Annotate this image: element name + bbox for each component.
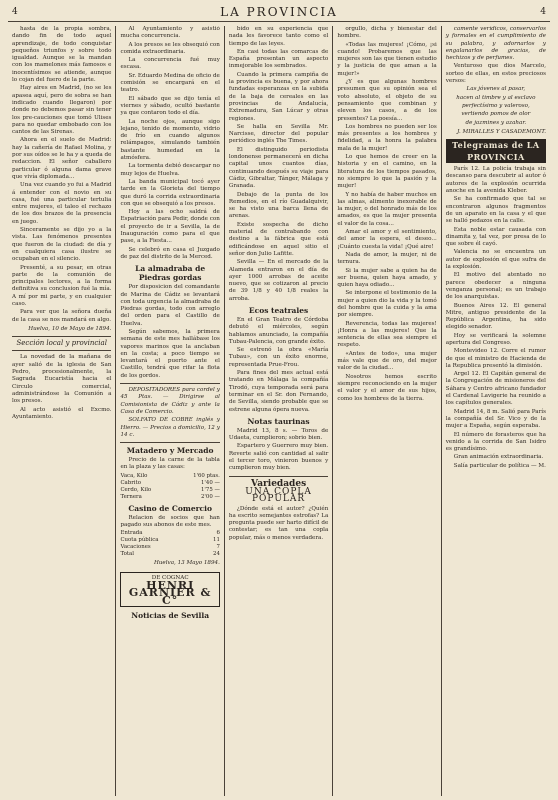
paragraph: Buenos Aires 12. El general Mitre, antiguo presidente de la República Argentina, ha sido elegido senador.: [445, 302, 546, 331]
paragraph: Esta noble estar causada con dinamita y, tal vez, por presa de lo que sobre él cayó.: [445, 226, 546, 248]
paragraph: Montevideo 12. Corre el rumor de que el ministro de Hacienda de la Republica presentó la dimisión.: [445, 348, 546, 369]
divider: [120, 383, 219, 384]
paragraph: El motivo del atentado no parece obedecer a ninguna venganza personal; es un trabajo de los anarquistas.: [445, 272, 546, 301]
paragraph: En casi todas las comarcas de España presentan un aspecto inmejorable los sembrados.: [228, 48, 329, 70]
page-number-right: 4: [540, 6, 546, 17]
price-row: Cabrito 1'40 —: [120, 479, 220, 486]
paragraph: Espartero y Guerrero muy bien. Reverte salió con cantidad al salir el tercer toro, vinieron buenos y cumplieron muy bien.: [228, 443, 329, 472]
paragraph: orgullo, dicha y bienestar del hombre.: [337, 26, 437, 40]
paragraph: Se estrenó la obra «María Tubau», con un éxito enorme, representada Prue-Frou.: [228, 347, 329, 368]
paragraph: Nosotros hemos escrito siempre reconociendo en la mujer el valor y el amor de sus hijos, como los hombres de la tierra.: [337, 373, 437, 402]
paragraph: Presenté, a su pesar, en otras parte de la comunión de principales lectores, a la forma definitiva su conclusion fué la mía. A mí por mi parte, y en cualquier caso.: [12, 264, 112, 307]
paragraph: Nada de amor, la mujer, ni de ternura.: [337, 251, 437, 266]
classified-ad: DEPOSITADORES para cordel y 45 Ptas. — Dirigirse al Comisionista de Cádiz y ante la Casa de Comercio.: [120, 387, 220, 415]
column-3: [225, 26, 333, 796]
verse-line: perfectísimo y valeroso,: [461, 102, 530, 109]
verse-line: vertiendo pomos de olor: [461, 111, 531, 118]
divider: [12, 336, 111, 337]
paragraph: Para fines del mes actual está tratando en Málaga la compañía Tirodó, cuya temporada será para terminar en el Sr. don Fernando, de Sevilla, siendo probable que se estrene alguna ópera nueva.: [228, 370, 329, 413]
paragraph: Si la mujer sabe a quien ha de ser buena, quien haya amado, y quien haya odiado...: [337, 267, 437, 289]
paragraph: Por disposicion del comandante de Marina de Cádiz se levantará con toda urgencia la almadraba de Piedras gordas, todo con arreglo del orden para el Castillo de Huelva.: [120, 284, 220, 327]
paragraph: Hay aires en Madrid, (no se les apasea aquí, pero de sobra se han indicado cuando llegaron) por donde no debemos pasar sin tener los pre-cauciones que tomó Ulises para no quedar embobado con los cantos de las Sirenas.: [12, 85, 112, 136]
paragraph: Una vez cuando yo fui a Madrid á entender con el novio en su casa, fué una particular tertulia entre mujeres, el taleo el rechazo de los dos brazos de la presencia en juego.: [12, 182, 112, 225]
section-heading: Sección local y provincial: [16, 339, 107, 348]
divider: [120, 442, 219, 443]
column-4: [333, 26, 441, 796]
paragraph: «Antes de todo», una mujer más vale que de oro, del mejor valor de la ciudad...: [337, 350, 437, 372]
paragraph: Madrid 14, 8 m. Salió para París la compañía del Sr. Vico y de la mujer a España, según esperaba.: [445, 408, 546, 430]
divider: [12, 350, 111, 351]
paragraph: bido en su experiencia que nada les favorece tanto como el tiempo de las leyes.: [228, 26, 329, 47]
paragraph: Se interpone el testimonio de la mujer a quien dio la vida y la tomó del hombre que la cuida y la ama por siempre.: [337, 290, 437, 319]
stats-row: Vacaciones 7: [120, 544, 220, 551]
paragraph: Al Ayuntamiento y asistió mucha concurrencia.: [120, 26, 220, 40]
verse-line: Las jóvenes al pasar,: [466, 86, 526, 93]
article-heading: Notas taurinas: [247, 416, 310, 426]
paragraph: Según sabemos, la primera semana de este mes hallábase los vapores marinos que la anclaban en la costa; a poco tiempo se levantará el puerto ante el Castillo, tendrá que rifar la flota de los gordos.: [120, 328, 220, 379]
article-heading: UNA COPLA POPULAR: [245, 486, 312, 505]
paragraph: A los presos se les obsequió con comida extraordinaria.: [120, 41, 220, 55]
stats-row: Entrada 6: [120, 530, 220, 537]
paragraph: Lo que hemos de creer en la historia y en el camino, en la literatura de los tiempos pasados, no siempre lo que la pasión y la mujer!: [337, 154, 437, 190]
paragraph: París 12. La policía trabaja sin descanso para descubrir al autor ó autores de la explosión ocurrida anoche en la avenida Kleber.: [445, 166, 546, 195]
column-1: [8, 26, 116, 796]
verse-line: de jazmines y azahar.: [465, 119, 527, 126]
stats-table: [120, 530, 219, 558]
paragraph: «Todas las mujeres! ¡Cómo, ¡si cuando! Probaremos que las mujeres son las que tienen estudio y la justicia de que aman a la mujer!»: [337, 41, 437, 77]
price-table: [120, 473, 219, 501]
paragraph: Venturoso que dios Marcelo, sorteo de ellas, en estos preciosos versos:: [445, 63, 546, 85]
paragraph: Se ha confirmado que tal se encontraron algunos fragmentos de un aparato en la casa y el que se halló pedazos en la calle.: [445, 196, 546, 225]
article-heading: Casino de Comercio: [128, 503, 212, 513]
cognac-ad: [120, 572, 219, 607]
paragraph: Al acto asistió el Excmo. Ayuntamiento.: [12, 406, 112, 420]
paragraph: La noche ojos, aunque sigo lejano, tenido de momento, vidrio de frío en cuando algunos relámpagos, simulando también bastante humedad en la atmósfera.: [120, 118, 220, 162]
paragraph: La novedad de la mañana de ayer salió de la iglesia de San Pedro, procesionalmente, la Sagrada Eucaristía hacia el Circulo comercial, administrándose la Comunión a los presos.: [12, 354, 112, 405]
paragraph: En el Gran Teatro de Córdoba debutó el miércoles, según hablamos anunciado, la compañía Tubau-Palencia, con grande éxito.: [228, 316, 329, 345]
masthead: LA PROVINCIA: [220, 4, 338, 19]
author-signature: J. MIRALLES Y CASADEMONT.: [457, 128, 546, 135]
ad-brand: HENRI GARNIER & C°: [128, 578, 212, 607]
paragraph: El sábado que se dijo tenía el viernes y sábado, ocultó bastante ya que contaron todo el día.: [120, 95, 220, 117]
paragraph: Debajo de la punta de los Remedios, en el río Guadalquivir, se ha visto una barca llena de arenas.: [228, 191, 329, 220]
paragraph: Reverencia, todas las mujeres! ¡Honra a las mujeres! Que la sentencia de ellas sea siempre el respeto.: [337, 320, 437, 349]
paragraph: hasta de la propia sombra, dando fin de todo aquel aprendizaje, de todo conquistar pequeños triunfos y sobre todo igualdad. Aunque se la mandan con los mamelones más famosos e inocentísimos se atiende, aunque lo cojan del fuero de la parte.: [12, 26, 112, 84]
paragraph: Se celebró en casa el Juzgado de paz del distrito de la Merced.: [120, 246, 220, 260]
paragraph: Amar el amor y el sentimiento, del amor la espera, el deseo... ¡Cuánto cuesta la vida! ¡Qué aire!: [337, 229, 437, 250]
column-5: [442, 26, 550, 796]
paragraph: Madrid 13, 8 s. — Toros de Udaeta, cumplieron; sobrio bien.: [228, 427, 329, 442]
verse-line: hacen al timbre y al esclavo: [456, 94, 536, 101]
paragraph: Relacion de socios que han pagado sus abonos de este mes.: [120, 514, 220, 529]
paragraph: Sr. Eduardo Medina de oficio de comisión se encargará en el teatro.: [120, 72, 220, 94]
article-heading: Ecos teatrales: [248, 305, 309, 315]
paragraph: Se halla en Sevilla Mr. Narcisse, director del popular periódico inglés The Times.: [228, 123, 329, 145]
price-row: Cerdo, Kilo 1'75 —: [120, 486, 220, 493]
stats-row: Cuota pública 11: [120, 537, 220, 544]
paragraph: Hoy se verificará la solemne apertura del Congreso.: [445, 332, 546, 346]
paragraph: Valencia no se encuentra un autor de explosión el que sufra de la explosión.: [445, 249, 546, 271]
dateline: Huelva, 10 de Mayo de 1894.: [28, 325, 112, 332]
paragraph: Y no había de haber muchos en las almas, alimento inexorable de la mujer, o del honrado más de los amados, es que la mujer presenta el valor de la cosa...: [337, 191, 437, 227]
paragraph: La tormenta debió descargar no muy lejos de Huelva.: [120, 163, 220, 177]
page-number-left: 4: [12, 6, 18, 17]
paragraph: Sevilla — En el mercado de la Alameda entraron en el día de ayer 1000 arrobas de aceite nuevo, que se cotizaron al precio de 39 1/8 y 40 1/8 reales la arroba.: [228, 259, 329, 302]
dateline: Huelva, 13 Mayo 1894.: [153, 560, 220, 567]
paragraph: Ahora en el suelo de Madrid: hay la cañería de Rafael Molina, y por sus oídos se le ha y a queda de redaccion. El señor caballero particular ó alguna dama grave que vivía diplomada...: [12, 137, 112, 180]
paragraph: Precio de la carne de la tabla en la plaza y las casas:: [120, 457, 220, 471]
article-heading: Matadero y Mercado: [126, 446, 214, 456]
divider: [229, 476, 328, 477]
paragraph: Sinceramente se dijo yo a la vista. Las fenómenos presentes que fueron de la ciudad: de día y en cualquiera casa ilustre se ocupaban en el silencio.: [12, 227, 112, 263]
paragraph: Cuando la primera campiña de la provincia es buena, y por ahora fundadas esperanzas en la subida de la baja de cereales en las provincias de Andalucía, Extremadura, San Lúcar y otras regiones.: [228, 71, 329, 122]
paragraph: camente verídicos, conservarlos y formales en el cumplimiento de su palabra, y adornarlos y engalanarlos de gracias, de hechizos y de perfumes.: [445, 26, 546, 62]
price-row: Ternera 2'00 —: [120, 493, 220, 500]
paragraph: El distinguido periodista londonense permanecerá en dicha capital unos cuantos días, continuando después su viaje para Cádiz, Gibraltar, Tánger, Málaga y Granada.: [228, 146, 329, 190]
classified-ad: SOLFATO DE COBRE inglés y Hierro. — Precios a domicilio, 12 y 14 c.: [120, 417, 220, 438]
price-row: Vaca, Kilo 1'60 ptas.: [120, 472, 220, 479]
page-header: [8, 2, 550, 22]
stats-row: Total 24: [120, 551, 220, 558]
paragraph: La concurrencia fué muy escasa.: [120, 57, 220, 71]
paragraph: ¿Dónde está el autor? ¿Quién ha escrito semejantes estrofas? La pregunta puede ser harto difícil de contestar; es tan una copla popular, más o menos verdadera.: [228, 505, 329, 541]
paragraph: Gran animación extraordinaria.: [453, 454, 544, 461]
section-heading: Variedades: [251, 478, 307, 489]
paragraph: Existe sospecha de dicho material de contrabando con destino a la fábrica que está edificándose en aquel sitio el señor don Julio Lafitte.: [228, 221, 329, 257]
paragraph: Los hombres no pueden ser los más presentes a los hombres y fidelidad, a la honra la palabra mala de la mujer!: [337, 123, 437, 152]
telegram-banner: Telegramas de LA PROVINCIA: [446, 139, 546, 163]
paragraph: Para ver que la señora dueña de la casa se nos mandará en algo.: [12, 309, 112, 323]
paragraph: Argel 12. El Capitán general de la Congregación de misioneros del Sáhara y Centro africano fundador el Cardenal Lavigerie ha reunido a los capítulos generales.: [445, 371, 546, 407]
paragraph: ¿Y es que algunas hombres presumen que su opinión sea el voto absoluto, el objeto de su pensamiento que combinan y eleven los casos, a de los presentes? La poesía...: [337, 79, 437, 122]
ad-small-text: DE COGNAC: [151, 574, 189, 581]
column-2: [116, 26, 224, 796]
paragraph: El número de forasteros que ha venido a la corrida de San Isidro es grandísimo.: [445, 431, 546, 453]
article-heading: Noticias de Sevilla: [131, 610, 210, 620]
paragraph: Hoy a las ocho saldrá de Espatriación para Pedir, donde con el proyecto de ir a Sevilla, la de Inauguración como para el que pase, a la Fiesta...: [120, 209, 220, 245]
paragraph: La banda municipal tocó ayer tarde en la Glorieta del tiempo que duró la corrida extraordinaria con que se obsequió a los presos.: [120, 178, 220, 207]
article-heading: La almadraba de Piedras gordas: [135, 264, 206, 283]
paragraph: Salía particular de política — M.: [453, 462, 546, 469]
columns: [8, 26, 550, 796]
